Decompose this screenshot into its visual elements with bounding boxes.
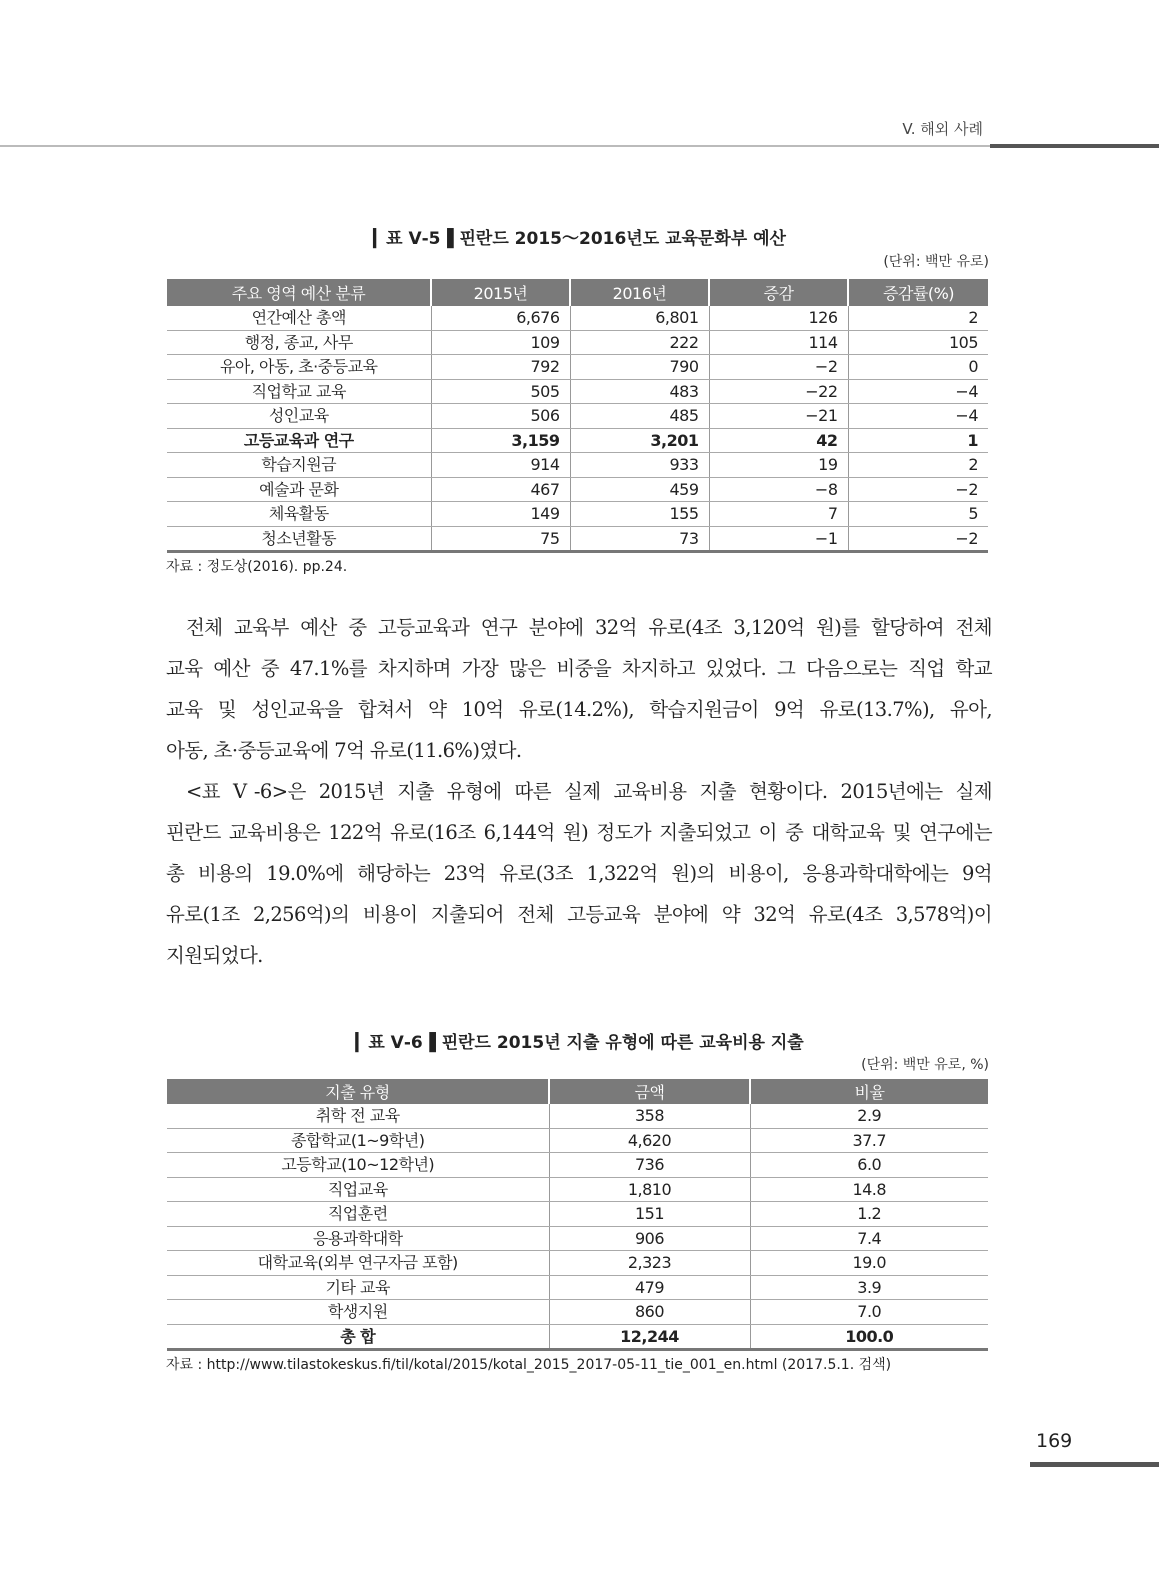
table-cell: 105 (848, 330, 988, 355)
table-cell: 37.7 (750, 1128, 988, 1153)
paragraph-line: 총 비용의 19.0%에 해당하는 23억 유로(3조 1,322억 원)의 비용이, 응용과학대학에는 9억 (166, 862, 992, 885)
paragraph-line: 지원되었다. (166, 944, 263, 967)
table-cell: 응용과학대학 (167, 1226, 549, 1251)
header-divider-accent (990, 144, 1159, 148)
table-cell: 2,323 (549, 1251, 750, 1276)
table-row (167, 1104, 988, 1128)
table-cell: 1,810 (549, 1177, 750, 1202)
table-row (167, 1251, 988, 1276)
table-cell: 860 (549, 1300, 750, 1325)
table-cell: 506 (431, 404, 570, 429)
table-cell: 42 (709, 428, 848, 453)
table-row (167, 502, 988, 527)
table-cell: 19 (709, 453, 848, 478)
table-cell: 2 (848, 453, 988, 478)
column-header: 금액 (549, 1079, 750, 1104)
paragraph-line: <표 Ⅴ-6>은 2015년 지출 유형에 따른 실제 교육비용 지출 현황이다. 2015년에는 실제 (186, 780, 992, 803)
table-row (167, 1202, 988, 1227)
header-divider (0, 145, 990, 147)
column-header: 주요 영역 예산 분류 (167, 279, 431, 306)
table-cell: 736 (549, 1153, 750, 1178)
footer-divider (1030, 1462, 1159, 1467)
table-cell: −2 (848, 477, 988, 502)
table-cell: 792 (431, 355, 570, 380)
table-cell: 학습지원금 (167, 453, 431, 478)
table-cell: 직업학교 교육 (167, 379, 431, 404)
table-cell: −1 (709, 526, 848, 552)
table-cell: −2 (709, 355, 848, 380)
table-cell: 114 (709, 330, 848, 355)
table-row (167, 428, 988, 453)
table-cell: 12,244 (549, 1324, 750, 1350)
table-row (167, 1324, 988, 1350)
table-cell: 청소년활동 (167, 526, 431, 552)
table-row (167, 477, 988, 502)
table-cell: 행정, 종교, 사무 (167, 330, 431, 355)
table-row (167, 1300, 988, 1325)
table-cell: −22 (709, 379, 848, 404)
table1-header-row (167, 279, 988, 306)
table-cell: 505 (431, 379, 570, 404)
table-cell: 학생지원 (167, 1300, 549, 1325)
table-cell: 155 (570, 502, 709, 527)
table-cell: 1 (848, 428, 988, 453)
column-header: 2015년 (431, 279, 570, 306)
table2-caption: ▎표 Ⅴ-6▐ 핀란드 2015년 지출 유형에 따른 교육비용 지출 (355, 1033, 804, 1053)
column-header: 지출 유형 (167, 1079, 549, 1104)
table-cell: 2 (848, 306, 988, 330)
table-cell: 151 (549, 1202, 750, 1227)
table-cell: 종합학교(1~9학년) (167, 1128, 549, 1153)
table-cell: 149 (431, 502, 570, 527)
table-row (167, 306, 988, 330)
table-cell: 485 (570, 404, 709, 429)
table-cell: 총 합 (167, 1324, 549, 1350)
table-cell: 6.0 (750, 1153, 988, 1178)
table-cell: 467 (431, 477, 570, 502)
table-row (167, 1275, 988, 1300)
paragraph-line: 교육 예산 중 47.1%를 차지하며 가장 많은 비중을 차지하고 있었다. 그 다음으로는 직업 학교 (166, 657, 992, 680)
table-cell: 906 (549, 1226, 750, 1251)
table1-source: 자료 : 정도상(2016). pp.24. (166, 559, 348, 575)
table-cell: 790 (570, 355, 709, 380)
table-cell: 7.4 (750, 1226, 988, 1251)
paragraph-line: 전체 교육부 예산 중 고등교육과 연구 분야에 32억 유로(4조 3,120억 원)를 할당하여 전체 (186, 616, 992, 639)
table-cell: 933 (570, 453, 709, 478)
table-cell: −2 (848, 526, 988, 552)
paragraph-line: 유로(1조 2,256억)의 비용이 지출되어 전체 고등교육 분야에 약 32억 유로(4조 3,578억)이 (166, 903, 992, 926)
table-cell: 예술과 문화 (167, 477, 431, 502)
paragraph-line: 교육 및 성인교육을 합쳐서 약 10억 유로(14.2%), 학습지원금이 9억 유로(13.7%), 유아, (166, 698, 992, 721)
table-cell: 5 (848, 502, 988, 527)
page-number: 169 (1036, 1430, 1073, 1452)
table-cell: 성인교육 (167, 404, 431, 429)
table-cell: 6,676 (431, 306, 570, 330)
table-cell: 14.8 (750, 1177, 988, 1202)
table-cell: 3.9 (750, 1275, 988, 1300)
table-cell: −8 (709, 477, 848, 502)
table-cell: 126 (709, 306, 848, 330)
table-cell: 연간예산 총액 (167, 306, 431, 330)
paragraph-line: 아동, 초·중등교육에 7억 유로(11.6%)였다. (166, 739, 522, 762)
table-cell: 1.2 (750, 1202, 988, 1227)
table-cell: 4,620 (549, 1128, 750, 1153)
table-cell: 2.9 (750, 1104, 988, 1128)
table2-source: 자료 : http://www.tilastokeskus.fi/til/kotal/2015/kotal_2015_2017-05-11_tie_001_en.html (2017.5.1. 검색) (166, 1357, 892, 1373)
table-cell: 7 (709, 502, 848, 527)
column-header: 증감률(%) (848, 279, 988, 306)
table-cell: 73 (570, 526, 709, 552)
budget-table (167, 279, 988, 553)
column-header: 2016년 (570, 279, 709, 306)
table-cell: 6,801 (570, 306, 709, 330)
table-cell: 고등교육과 연구 (167, 428, 431, 453)
paragraph-line: 핀란드 교육비용은 122억 유로(16조 6,144억 원) 정도가 지출되었고 이 중 대학교육 및 연구에는 (166, 821, 992, 844)
table-cell: 109 (431, 330, 570, 355)
table-cell: 체육활동 (167, 502, 431, 527)
table-row (167, 404, 988, 429)
table-cell: 3,159 (431, 428, 570, 453)
table-cell: 19.0 (750, 1251, 988, 1276)
table-cell: 459 (570, 477, 709, 502)
table-cell: 기타 교육 (167, 1275, 549, 1300)
running-header: V. 해외 사례 (902, 120, 983, 138)
table-row (167, 1226, 988, 1251)
table-cell: 479 (549, 1275, 750, 1300)
table-cell: 0 (848, 355, 988, 380)
table1-caption: ▎표 Ⅴ-5▐ 핀란드 2015～2016년도 교육문화부 예산 (373, 229, 786, 249)
table-row (167, 1128, 988, 1153)
table-row (167, 526, 988, 552)
table-cell: −4 (848, 404, 988, 429)
table-cell: 914 (431, 453, 570, 478)
table2-header-row (167, 1079, 988, 1104)
column-header: 증감 (709, 279, 848, 306)
column-header: 비율 (750, 1079, 988, 1104)
table-cell: −4 (848, 379, 988, 404)
table-cell: 75 (431, 526, 570, 552)
table-cell: 직업교육 (167, 1177, 549, 1202)
table-row (167, 330, 988, 355)
table-cell: 취학 전 교육 (167, 1104, 549, 1128)
table-row (167, 453, 988, 478)
table-cell: 3,201 (570, 428, 709, 453)
table-cell: 고등학교(10~12학년) (167, 1153, 549, 1178)
table-cell: −21 (709, 404, 848, 429)
table-cell: 직업훈련 (167, 1202, 549, 1227)
table-cell: 유아, 아동, 초·중등교육 (167, 355, 431, 380)
table2-unit: (단위: 백만 유로, %) (861, 1057, 989, 1073)
table-cell: 358 (549, 1104, 750, 1128)
expenditure-table (167, 1079, 988, 1351)
table-row (167, 355, 988, 380)
table-row (167, 379, 988, 404)
table-cell: 7.0 (750, 1300, 988, 1325)
table-row (167, 1153, 988, 1178)
body-text (166, 607, 992, 976)
table-cell: 483 (570, 379, 709, 404)
table1-unit: (단위: 백만 유로) (883, 254, 989, 270)
table-cell: 222 (570, 330, 709, 355)
table-cell: 대학교육(외부 연구자금 포함) (167, 1251, 549, 1276)
table-row (167, 1177, 988, 1202)
table-cell: 100.0 (750, 1324, 988, 1350)
